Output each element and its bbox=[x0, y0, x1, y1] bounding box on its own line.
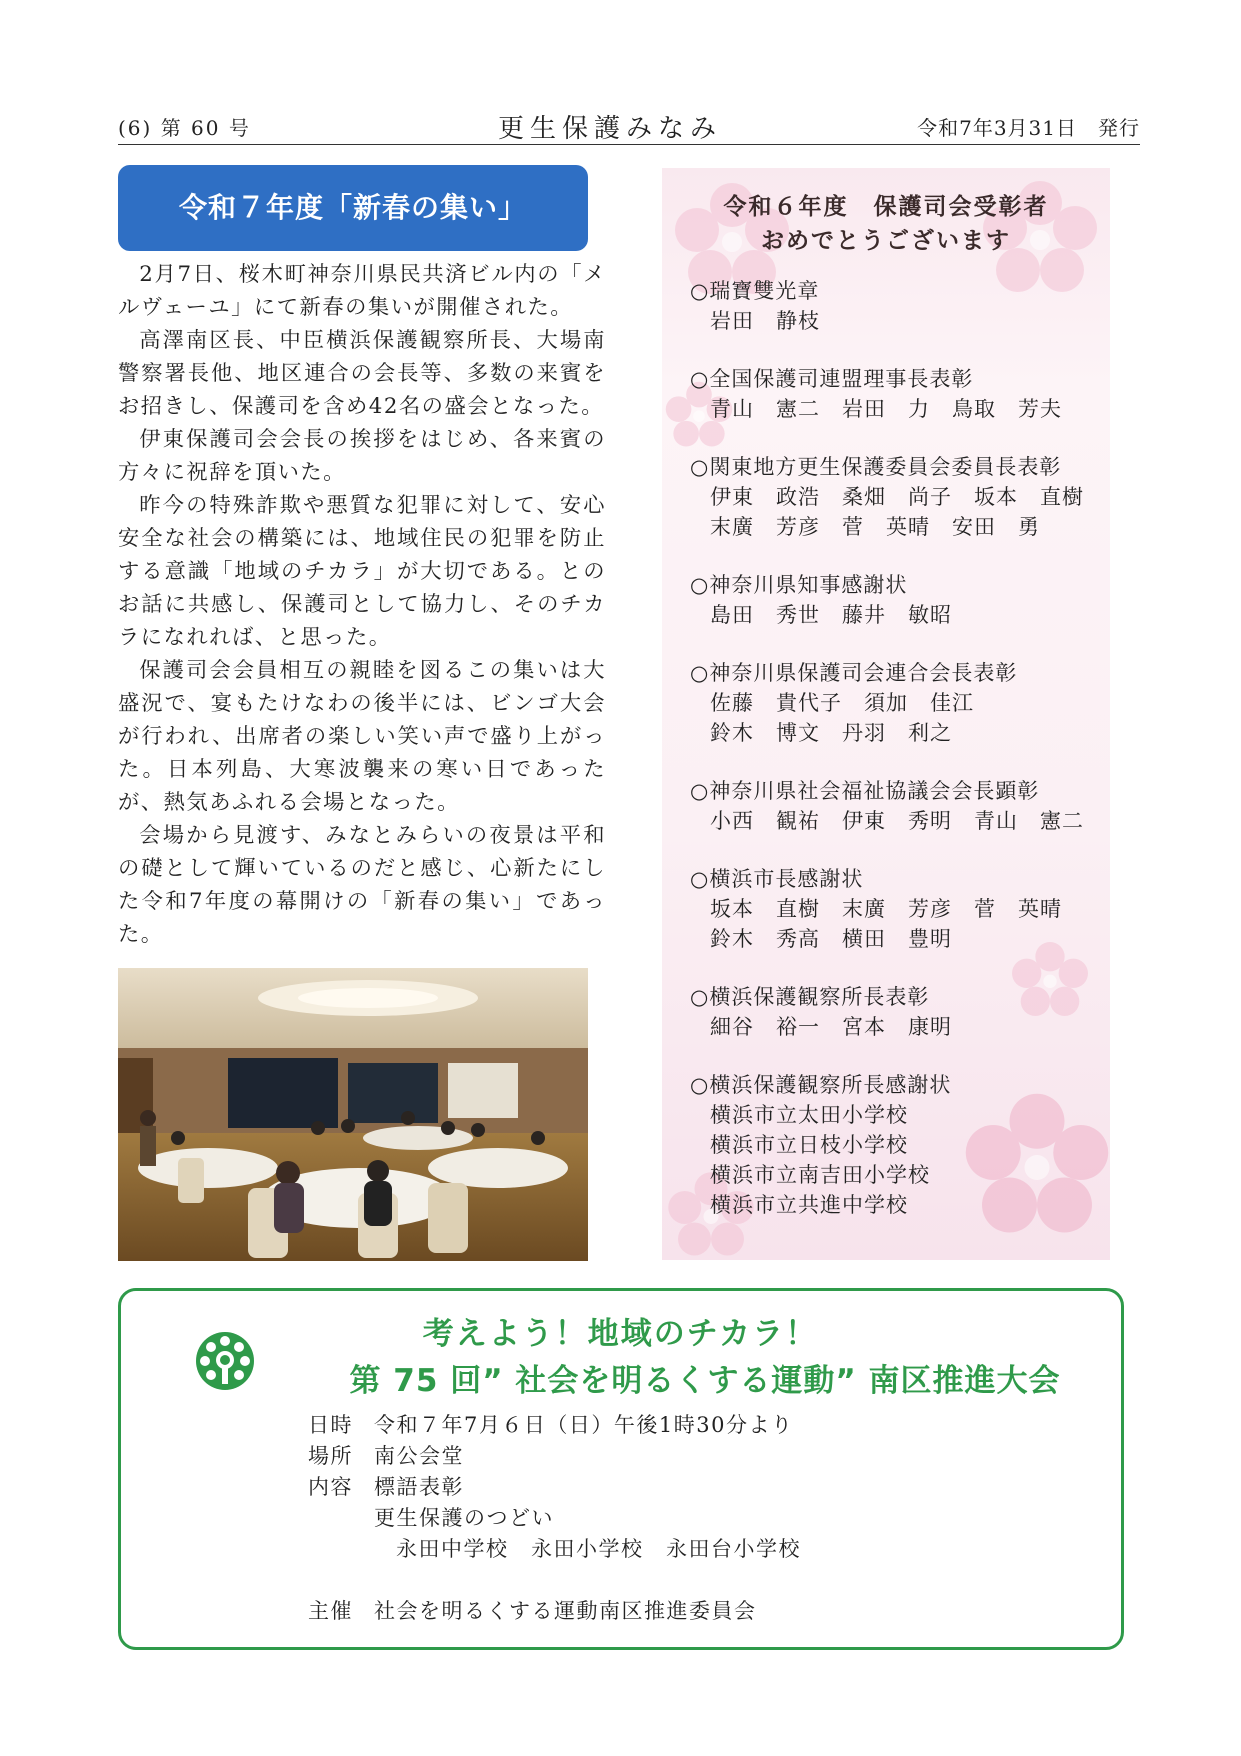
award-group bbox=[690, 570, 1110, 630]
award-recipients: 坂本 直樹 末廣 芳彦 菅 英晴 bbox=[710, 897, 1062, 921]
award-recipients: 横浜市立日枝小学校 bbox=[710, 1133, 908, 1157]
article-paragraph: 会場から見渡す、みなとみらいの夜景は平和の礎として輝いているのだと感じ、心新たにした令和7年度の幕開けの「新春の集い」であった。 bbox=[118, 823, 606, 947]
awards-title bbox=[662, 190, 1110, 258]
award-name: ○関東地方更生保護委員会委員長表彰 bbox=[690, 455, 1062, 479]
award-recipients: 横浜市立太田小学校 bbox=[710, 1103, 908, 1127]
award-name: ○神奈川県知事感謝状 bbox=[690, 573, 908, 597]
event-host-value: 社会を明るくする運動南区推進委員会 bbox=[374, 1599, 757, 1623]
newsletter-title: 更生保護みなみ bbox=[498, 114, 723, 144]
article-paragraph: 高澤南区長、中臣横浜保護観察所長、大場南警察署長他、地区連合の会長等、多数の来賓をお招きし、保護司を含め42名の盛会となった。 bbox=[118, 328, 606, 419]
award-recipients: 横浜市立南吉田小学校 bbox=[710, 1163, 930, 1187]
event-place-row bbox=[308, 1441, 801, 1472]
award-name: ○神奈川県社会福祉協議会会長顕彰 bbox=[690, 779, 1040, 803]
event-place-value: 南公会堂 bbox=[374, 1444, 464, 1468]
award-name: ○瑞寶雙光章 bbox=[690, 279, 820, 303]
article-paragraph: 2月7日、桜木町神奈川県民共済ビル内の「メルヴェーユ」にて新春の集いが開催された。 bbox=[118, 262, 606, 320]
award-recipients: 末廣 芳彦 菅 英晴 安田 勇 bbox=[710, 515, 1040, 539]
article-body bbox=[118, 258, 606, 951]
award-group bbox=[690, 1070, 1110, 1220]
award-group bbox=[690, 982, 1110, 1042]
event-content-sub: 更生保護のつどい bbox=[374, 1506, 554, 1530]
event-date-value: 令和７年7月６日（日）午後1時30分より bbox=[374, 1413, 794, 1437]
article-paragraph: 伊東保護司会会長の挨拶をはじめ、各来賓の方々に祝辞を頂いた。 bbox=[118, 427, 606, 485]
issue-number: (6) 第 60 号 bbox=[118, 116, 251, 140]
issue-date: 令和7年3月31日 発行 bbox=[917, 116, 1140, 140]
award-name: ○横浜市長感謝状 bbox=[690, 867, 864, 891]
award-recipients: 岩田 静枝 bbox=[710, 309, 820, 333]
award-recipients: 島田 秀世 藤井 敏昭 bbox=[710, 603, 952, 627]
award-group bbox=[690, 452, 1110, 542]
award-recipients: 横浜市立共進中学校 bbox=[710, 1193, 908, 1217]
newsletter-header bbox=[118, 108, 1140, 145]
award-name: ○横浜保護観察所長感謝状 bbox=[690, 1073, 952, 1097]
awards-title-line2: おめでとうございます bbox=[761, 228, 1011, 254]
event-slogan: 考えよう！地域のチカラ！ bbox=[422, 1316, 819, 1352]
awards-title-line1: 令和６年度 保護司会受彰者 bbox=[723, 194, 1049, 220]
article-title: 令和７年度「新春の集い」 bbox=[118, 165, 588, 251]
event-schools: 永田中学校 永田小学校 永田台小学校 bbox=[396, 1537, 801, 1561]
banquet-photo bbox=[118, 968, 588, 1261]
event-content-label: 内容 bbox=[308, 1475, 353, 1499]
award-group bbox=[690, 364, 1110, 424]
event-host-row bbox=[308, 1596, 801, 1627]
event-place-label: 場所 bbox=[308, 1444, 353, 1468]
award-recipients: 鈴木 秀高 横田 豊明 bbox=[710, 927, 952, 951]
article-paragraph: 昨今の特殊詐欺や悪質な犯罪に対して、安心安全な社会の構築には、地域住民の犯罪を防止する意識「地域のチカラ」が大切である。とのお話に共感し、保護司として協力し、そのチカラになれれば、と思った。 bbox=[118, 493, 606, 650]
event-content-row bbox=[308, 1472, 801, 1503]
award-group bbox=[690, 776, 1110, 836]
event-host-label: 主催 bbox=[308, 1599, 353, 1623]
award-recipients: 小西 観祐 伊東 秀明 青山 憲二 bbox=[710, 809, 1084, 833]
award-group bbox=[690, 658, 1110, 748]
awards-list bbox=[690, 276, 1110, 1248]
award-group bbox=[690, 276, 1110, 336]
award-recipients: 細谷 裕一 宮本 康明 bbox=[710, 1015, 952, 1039]
event-title: 第 75 回” 社会を明るくする運動” 南区推進大会 bbox=[349, 1363, 1061, 1399]
award-group bbox=[690, 864, 1110, 954]
award-name: ○神奈川県保護司会連合会長表彰 bbox=[690, 661, 1018, 685]
award-recipients: 青山 憲二 岩田 力 鳥取 芳夫 bbox=[710, 397, 1062, 421]
award-name: ○全国保護司連盟理事長表彰 bbox=[690, 367, 974, 391]
award-name: ○横浜保護観察所長表彰 bbox=[690, 985, 930, 1009]
event-details bbox=[308, 1410, 801, 1627]
award-recipients: 伊東 政浩 桑畑 尚子 坂本 直樹 bbox=[710, 485, 1084, 509]
award-recipients: 佐藤 貴代子 須加 佳江 bbox=[710, 691, 974, 715]
event-content-value: 標語表彰 bbox=[374, 1475, 464, 1499]
event-date-label: 日時 bbox=[308, 1413, 353, 1437]
article-paragraph: 保護司会会員相互の親睦を図るこの集いは大盛況で、宴もたけなわの後半には、ビンゴ大会が行われ、出席者の楽しい笑い声で盛り上がった。日本列島、大寒波襲来の寒い日であったが、熱気あふれる会場となった。 bbox=[118, 658, 606, 815]
event-date-row bbox=[308, 1410, 801, 1441]
award-recipients: 鈴木 博文 丹羽 利之 bbox=[710, 721, 952, 745]
